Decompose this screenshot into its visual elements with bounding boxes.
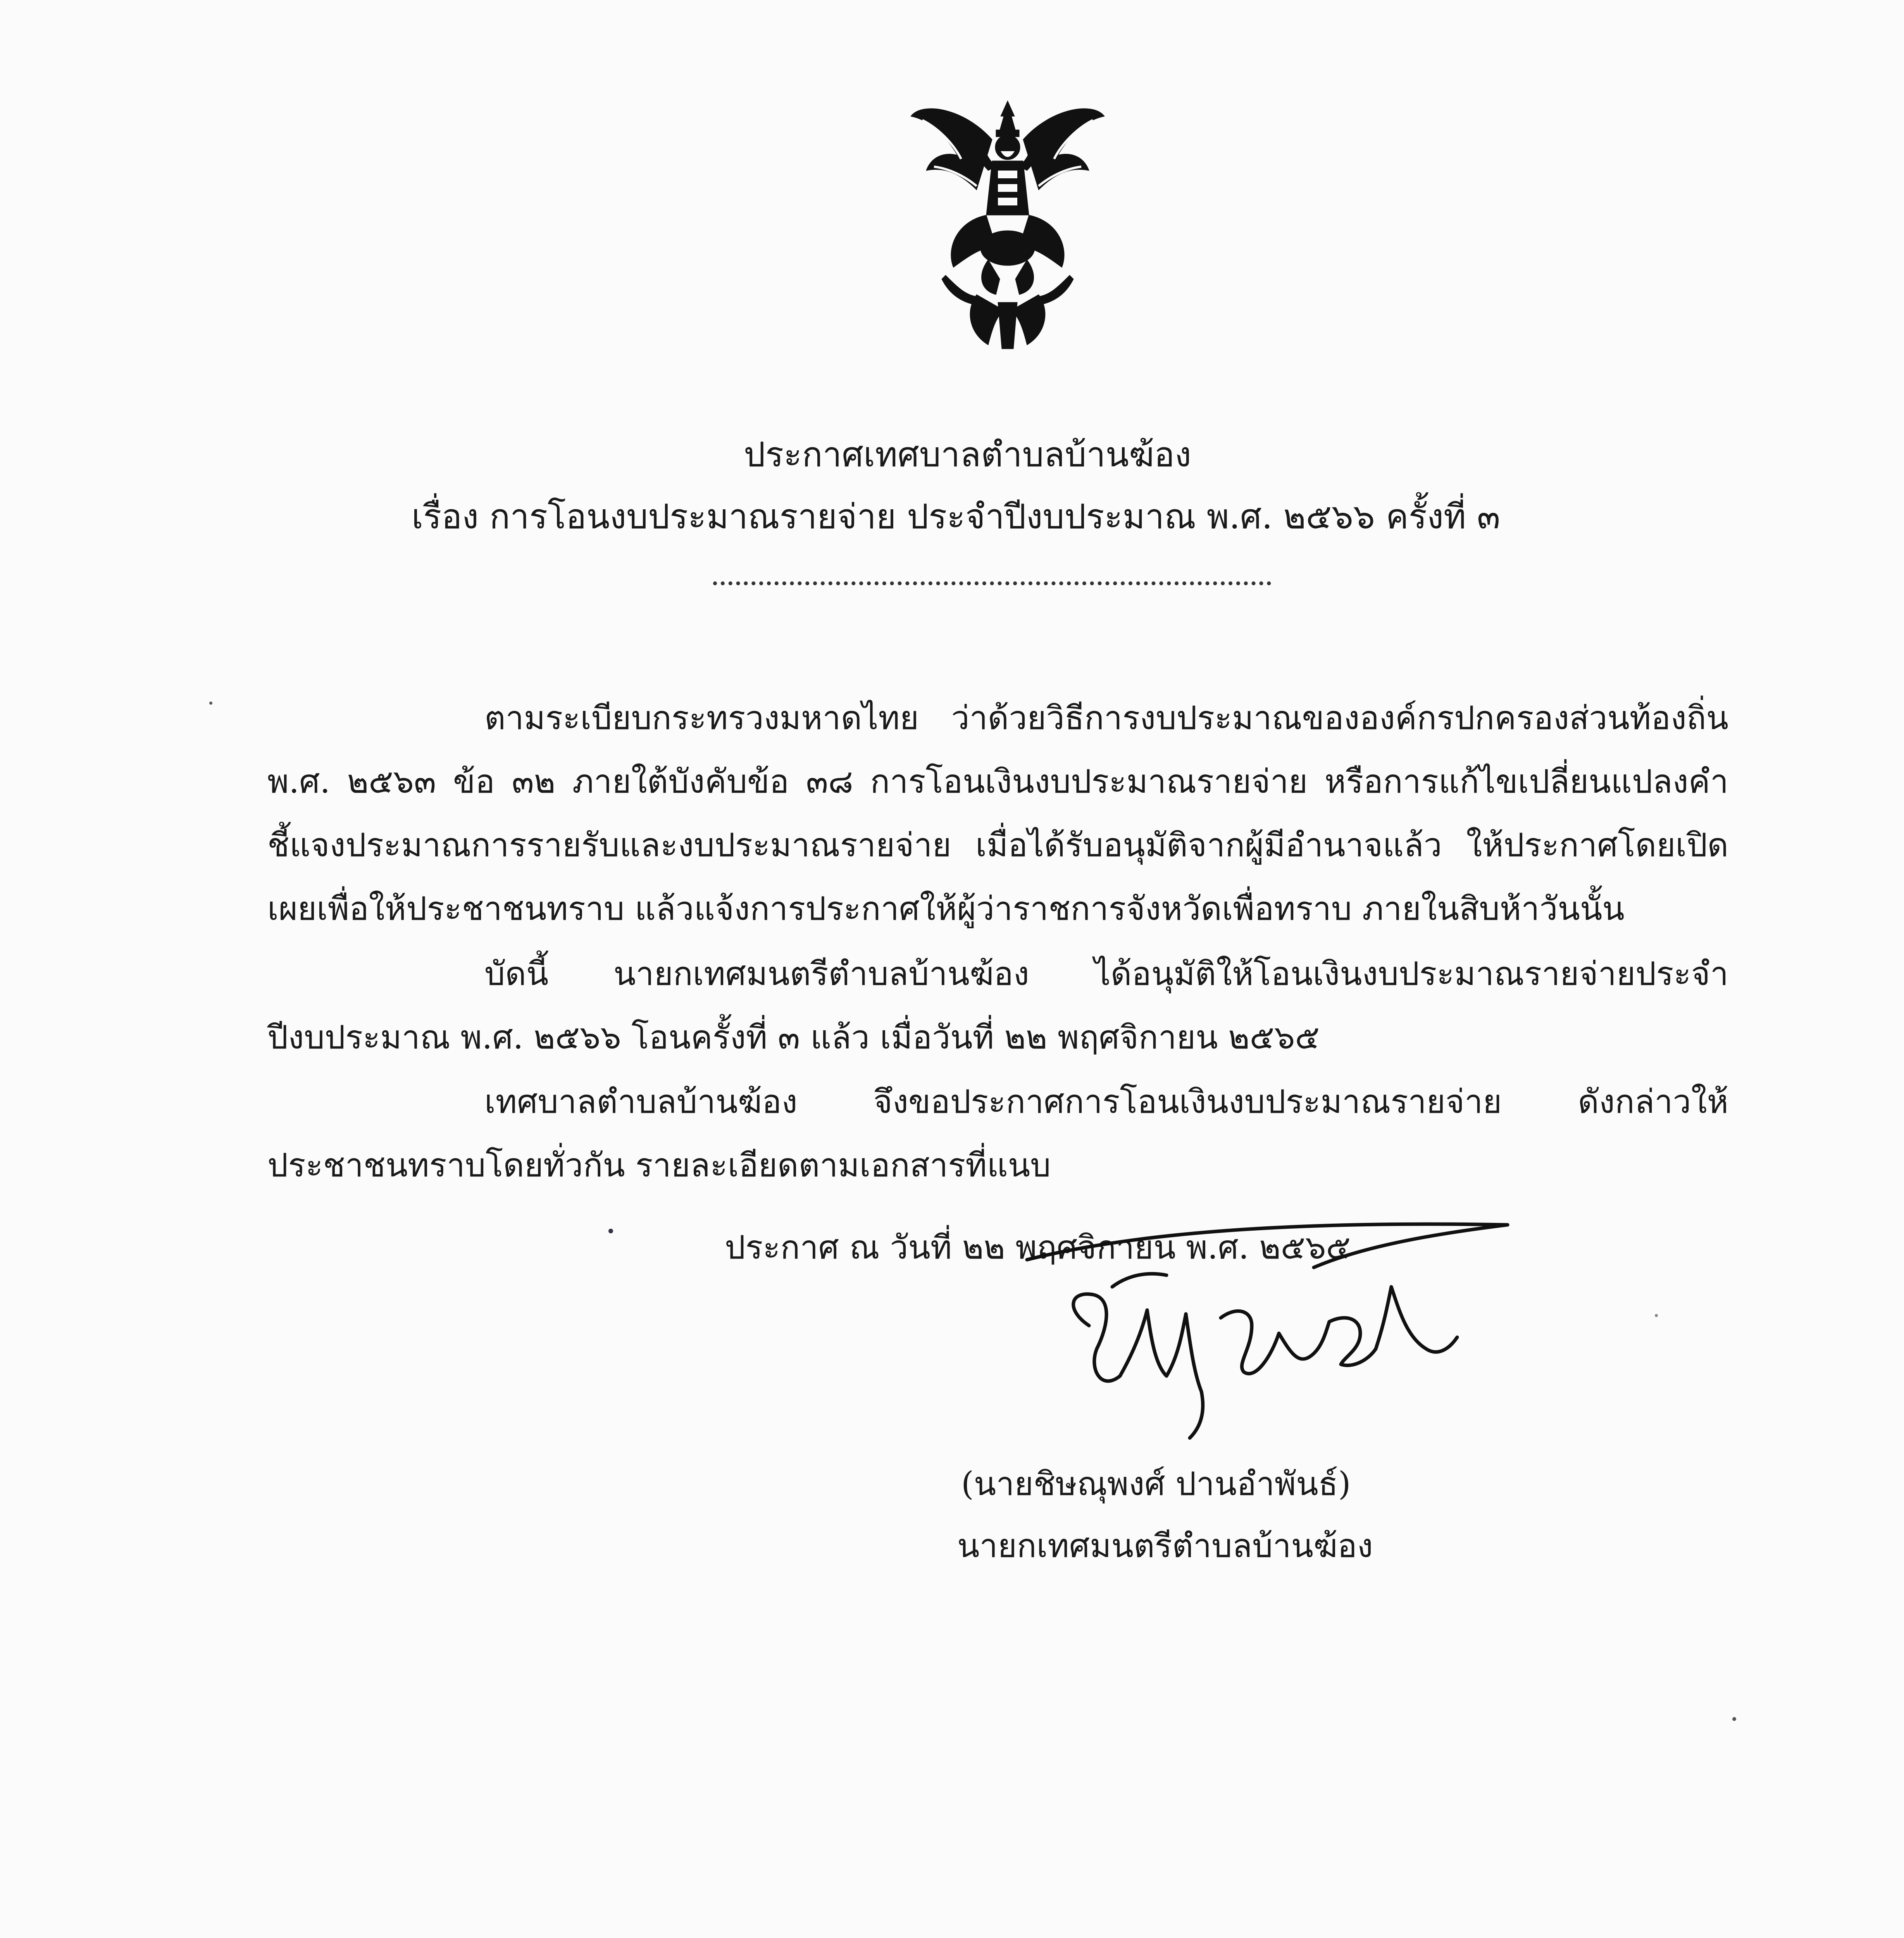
- scan-speck: [1732, 1717, 1736, 1721]
- paragraph-3: [267, 1070, 1728, 1197]
- handwritten-signature-icon: [1019, 1209, 1523, 1450]
- scan-speck: [1655, 1314, 1658, 1317]
- paragraph-text: เทศบาลตำบลบ้านฆ้อง จึงขอประกาศการโอนเงินงบประมาณรายจ่าย ดังกล่าวให้ประชาชนทราบโดยทั่วกัน รายละเอียดตามเอกสารที่แนบ: [267, 1083, 1728, 1184]
- signer-name: (นายชิษณุพงศ์ ปานอำพันธ์): [961, 1465, 1351, 1503]
- paragraph-text: ตามระเบียบกระทรวงมหาดไทย ว่าด้วยวิธีการงบประมาณขององค์กรปกครองส่วนท้องถิ่น พ.ศ. ๒๕๖๓ ข้อ ๓๒ ภายใต้บังคับข้อ ๓๘ การโอนเงินงบประมาณรายจ่าย หรือการแก้ไขเปลี่ยนแปลงคำชี้แจงประมาณการรายรับและงบประมาณรายจ่าย เมื่อได้รับอนุมัติจากผู้มีอำนาจแล้ว ให้ประกาศโดยเปิดเผยเพื่อให้ประชาชนทราบ แล้วแจ้งการประกาศให้ผู้ว่าราชการจังหวัดเพื่อทราบ ภายในสิบห้าวันนั้น: [267, 699, 1728, 928]
- paragraph-1: [267, 686, 1728, 940]
- scan-speck: [209, 702, 212, 705]
- scan-speck: [608, 1229, 613, 1233]
- document-subject: เรื่อง การโอนงบประมาณรายจ่าย ประจำปีงบประมาณ พ.ศ. ๒๕๖๖ ครั้งที่ ๓: [411, 497, 1501, 536]
- dotted-divider: [713, 581, 1271, 585]
- document-title: ประกาศเทศบาลตำบลบ้านฆ้อง: [744, 434, 1191, 474]
- announcement-date: ประกาศ ณ วันที่ ๒๒ พฤศจิกายน พ.ศ. ๒๕๖๕: [725, 1228, 1351, 1266]
- garuda-emblem-icon: [899, 93, 1116, 357]
- signer-title: นายกเทศมนตรีตำบลบ้านฆ้อง: [957, 1527, 1373, 1565]
- paragraph-text: บัดนี้ นายกเทศมนตรีตำบลบ้านฆ้อง ได้อนุมัติให้โอนเงินงบประมาณรายจ่ายประจำปีงบประมาณ พ.ศ. ๒๕๖๖ โอนครั้งที่ ๓ แล้ว เมื่อวันที่ ๒๒ พฤศจิกายน ๒๕๖๕: [267, 955, 1728, 1056]
- paragraph-2: [267, 942, 1728, 1069]
